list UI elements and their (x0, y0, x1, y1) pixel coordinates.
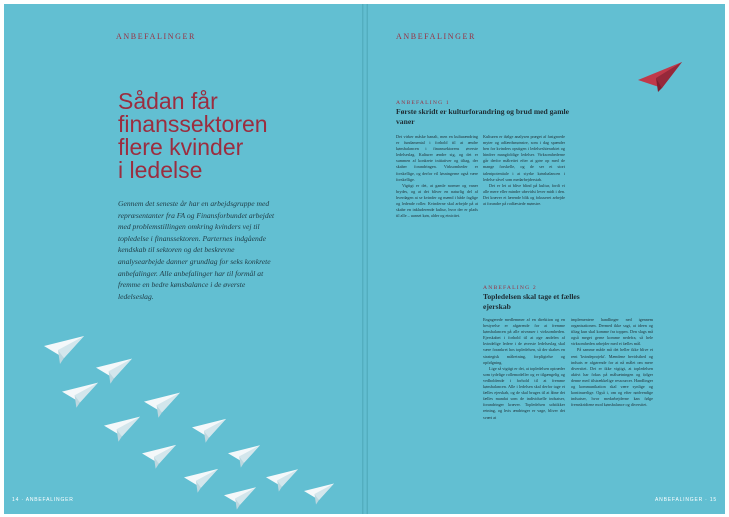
recommendation-1-column-1 (396, 134, 478, 219)
paper-plane-icon (44, 336, 84, 364)
title-line: i ledelse (118, 157, 203, 183)
title-line: finanssektoren (118, 111, 268, 137)
body-paragraph: Vigtigt er det, at gamle normer og vaner brydes, og at det bliver en naturlig del af hverdagen at se kvinder og mænd i både faglige og ledende roller. Kvinderne skal arbejde på at skabe en inkluderende kultur, hvor der er plads til alle – uanset køn, alder og etnicitet. (396, 182, 478, 219)
running-head-left: ANBEFALINGER (116, 32, 196, 41)
recommendation-2-column-2 (571, 317, 653, 408)
recommendation-label: ANBEFALING 1 (396, 100, 450, 106)
right-page (368, 4, 725, 514)
left-page (4, 4, 362, 514)
recommendation-2-header (483, 285, 593, 311)
recommendation-2-column-1 (483, 317, 565, 421)
body-paragraph: Det er let at blive blind på kultur, fordi vi alle mere eller mindre ubevidst lever midt i den. Det kræver et lærende blik og fokuseret arbejde at forandre på rodfæstede mønstre. (483, 182, 565, 207)
paper-plane-icon (184, 469, 218, 493)
red-paper-plane-icon (638, 62, 682, 92)
body-paragraph: Engagerede medlemmer af en direktion og en bestyrelse er afgørende for at fremme kønsbalancen på alle niveauer i virksomheden. Ejerskabet i forhold til at øge andelen af kvindelige ledere i de øverste ledelseslag skal være forankret hos topledelsen, så der skabes en strategisk målretning, forpligtelse og opfølgning. (483, 317, 565, 365)
title-line: Sådan får (118, 88, 218, 114)
paper-plane-icon (228, 445, 260, 467)
body-paragraph: Det virker måske banalt, men en kulturændring er fundamental i forhold til at ændre kønsbalancen i finanssektorens øverste ledelseslag. Kulturer ændre sig, og det er summen af konkrete initiativer og tiltag, der skaber forandringen. Virksomheder er forskellige, og derfor vil løsningerne også være forskellige. (396, 134, 478, 182)
recommendation-1-header (396, 100, 586, 126)
paper-plane-icon (304, 484, 334, 505)
intro-paragraph: Gennem det seneste år har en arbejdsgruppe med repræsentanter fra FA og Finansforbundet arbejdet med problemstillingen omkring kvinders vej til topledelse i finanssektoren. Parternes indgående kendskab til sektoren og det beskrevne analysearbejde danner grundlag for seks konkrete anbefalinger. Alle anbefalinger har til formål at fremme en bedre kønsbalance i de øverste ledelseslag. (118, 199, 275, 301)
recommendation-heading: Topledelsen skal tage et fælles ejerskab (483, 292, 580, 311)
paper-planes-illustration (4, 4, 362, 514)
recommendation-heading: Første skridt er kulturforandring og brud med gamle vaner (396, 107, 570, 126)
paper-plane-icon (96, 359, 132, 384)
paper-plane-icon (104, 417, 140, 442)
paper-plane-icon (224, 487, 256, 509)
running-head-right: ANBEFALINGER (396, 32, 476, 41)
paper-plane-icon (144, 393, 180, 418)
recommendation-1-column-2 (483, 134, 565, 207)
page-number-left: 14 · ANBEFALINGER (12, 497, 74, 503)
title-line: flere kvinder (118, 134, 244, 160)
body-paragraph: Kulturen er ifølge analysen præget af fastgroede myter og adfærdsmønstre, som i dag spænder ben for kvinders opstigen i ledelseshierarkiet og hindrer mangfoldige ledelser. Virksomhederne går derfor målrettet efter at gøre op med de mange forskelle, og de ser et stort talentpotentiale i at styrke kønsbalancen i ledelse såvel som medarbejderstab. (483, 134, 565, 182)
paper-plane-icon (62, 383, 98, 408)
body-paragraph: Lige så vigtigt er det, at topledelsen optræder som tydelige rollemodeller og er tilgængelig og vedholdende i forhold til at fremme kønsbalancen. Alle i ledelsen skal derfor tage et fælles ejerskab, og de skal bruges til at åbne det fælles mandat som de individuelle indsatser, forandringer kræver. Topledelsen udstikker retning, og hvis ændringer er vage, bliver det svært at (483, 365, 565, 420)
page-number-right: ANBEFALINGER · 15 (655, 497, 717, 503)
red-plane-illustration (368, 4, 725, 514)
paper-plane-icon (266, 469, 298, 491)
paper-plane-icon (192, 419, 226, 443)
paper-plane-icon (142, 445, 176, 469)
recommendation-label: ANBEFALING 2 (483, 285, 537, 291)
body-paragraph: implementere handlinger ned igennem organisationen. Dermed ikke sagt, at ideen og tiltag kun skal komme fra toppen. Den slags må også meget gerne komme nedefra, så hele virksomheden arbejder med et fælles mål. (571, 317, 653, 347)
body-paragraph: På samme måde må det heller ikke blive et rent 'kvindeprojekt'. Mændene bevidsthed og indsats er afgørende for at nå målet om mere diversitet. Det er ikke vigtigt, at topledelsen aktivt har fokus på målsætningen og følger denne med tilstrækkelige ressourcer. Handlinger og kommunikation skal være synlige og kontinuerlige. Også i, om og efter nødvendige indsatser, hvor medarbejderne kan følge fremskridtene mod kønsbalance og diversitet. (571, 347, 653, 408)
